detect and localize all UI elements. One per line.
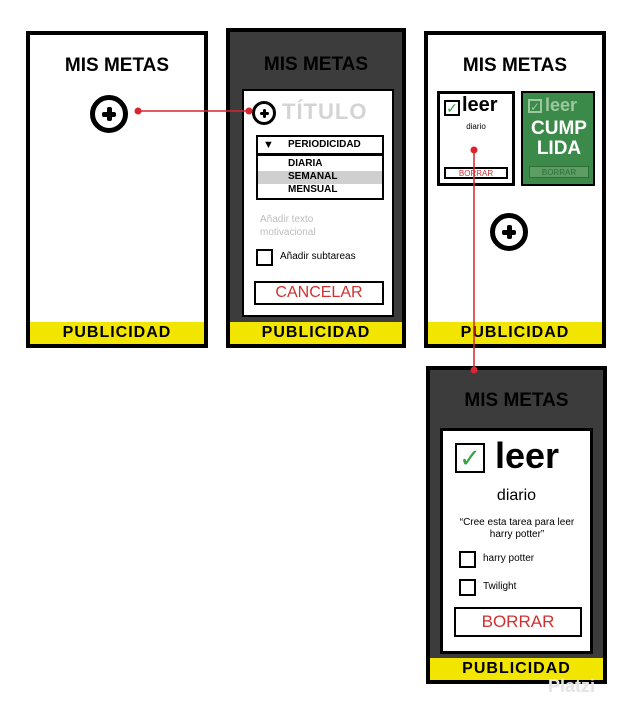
ad-banner: PUBLICIDAD	[430, 658, 603, 680]
motivational-text-input[interactable]: Añadir texto motivacional	[260, 214, 316, 238]
goal-card-completed[interactable]	[521, 91, 595, 186]
check-icon: ✓	[444, 100, 460, 116]
add-subtasks-checkbox[interactable]	[256, 249, 273, 266]
goal-name: leer	[545, 95, 578, 115]
goal-detail-card	[440, 428, 593, 654]
delete-button[interactable]: BORRAR	[454, 607, 582, 637]
periodicity-label: PERIODICIDAD	[288, 139, 361, 150]
add-icon	[252, 101, 276, 125]
new-goal-form	[242, 89, 394, 317]
goal-card-active[interactable]	[437, 91, 515, 186]
option-monthly[interactable]: MENSUAL	[288, 184, 338, 195]
goal-name: leer	[462, 94, 498, 116]
ad-banner: PUBLICIDAD	[30, 322, 204, 344]
triangle-down-icon: ▼	[263, 139, 274, 151]
screen-title: MIS METAS	[64, 55, 170, 76]
screen-title: MIS METAS	[462, 55, 568, 76]
cancel-button[interactable]: CANCELAR	[254, 281, 384, 305]
title-input[interactable]: TÍTULO	[282, 99, 368, 124]
add-subtasks-label: Añadir subtareas	[280, 251, 356, 262]
add-goal-button[interactable]	[490, 213, 528, 251]
delete-button[interactable]: BORRAR	[444, 167, 508, 179]
goal-frequency: diario	[496, 487, 537, 504]
subtask-checkbox[interactable]	[459, 579, 476, 596]
subtask-label: Twilight	[483, 581, 517, 592]
option-daily[interactable]: DIARIA	[288, 158, 323, 169]
watermark: Platzi	[548, 676, 596, 696]
screen-title: MIS METAS	[464, 390, 569, 411]
screen-goal-detail	[426, 366, 607, 684]
check-icon: ✓	[455, 443, 485, 473]
screen-new-goal	[226, 28, 406, 348]
screen-goals-list	[424, 31, 606, 348]
check-icon: ✓	[530, 100, 541, 114]
completed-label: CUMP LIDA	[531, 118, 587, 159]
option-weekly[interactable]: SEMANAL	[258, 171, 382, 184]
screen-title: MIS METAS	[263, 54, 369, 75]
delete-button[interactable]: BORRAR	[529, 166, 589, 178]
ad-banner: PUBLICIDAD	[230, 322, 402, 344]
motivational-note: “Cree esta tarea para leer harry potter”	[459, 517, 575, 540]
subtask-label: harry potter	[483, 553, 535, 564]
add-goal-button[interactable]	[90, 95, 128, 133]
periodicity-options	[256, 154, 384, 200]
goal-name: leer	[495, 435, 560, 476]
ad-banner: PUBLICIDAD	[428, 322, 602, 344]
periodicity-dropdown[interactable]	[256, 135, 384, 155]
goal-frequency: diario	[466, 122, 486, 131]
subtask-checkbox[interactable]	[459, 551, 476, 568]
screen-empty	[26, 31, 208, 348]
